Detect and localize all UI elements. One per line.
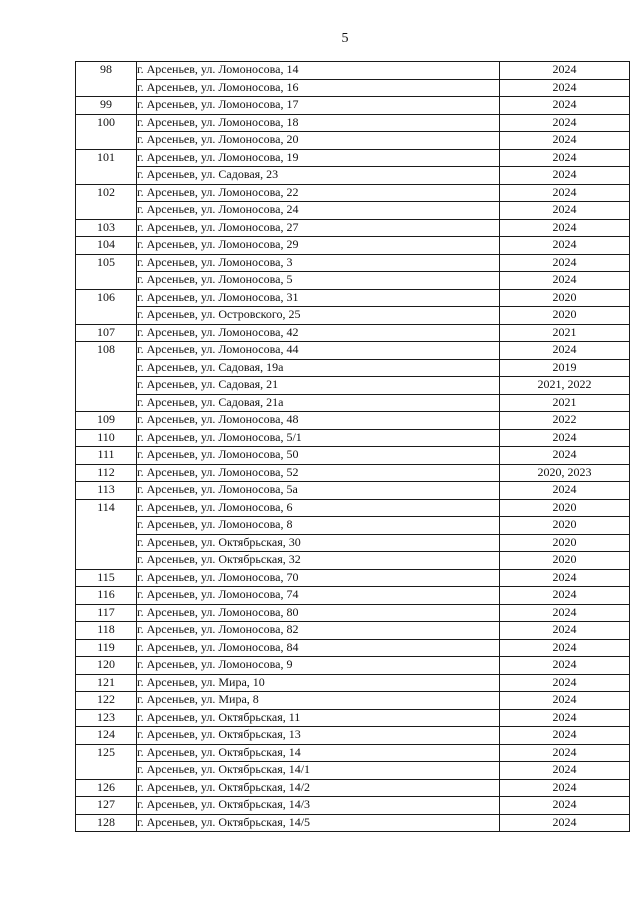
address-cell: г. Арсеньев, ул. Ломоносова, 70 [137,569,500,587]
address-cell: г. Арсеньев, ул. Октябрьская, 11 [137,709,500,727]
table-row [76,534,630,552]
table-row [76,552,630,570]
address-cell: г. Арсеньев, ул. Ломоносова, 80 [137,604,500,622]
year-cell: 2024 [500,569,630,587]
table-row [76,114,630,132]
table-row [76,464,630,482]
address-cell: г. Арсеньев, ул. Садовая, 23 [137,167,500,185]
address-cell: г. Арсеньев, ул. Ломоносова, 44 [137,342,500,360]
address-cell: г. Арсеньев, ул. Октябрьская, 32 [137,552,500,570]
row-number-cell: 122 [76,692,137,710]
row-number-cell: 104 [76,237,137,255]
table-row [76,237,630,255]
year-cell: 2022 [500,412,630,430]
year-cell: 2024 [500,727,630,745]
table-row [76,517,630,535]
year-cell: 2020 [500,499,630,517]
row-number-cell: 119 [76,639,137,657]
table-row [76,254,630,272]
address-cell: г. Арсеньев, ул. Ломоносова, 74 [137,587,500,605]
year-cell: 2024 [500,709,630,727]
year-cell: 2024 [500,202,630,220]
table-row [76,62,630,80]
row-number-cell: 123 [76,709,137,727]
year-cell: 2024 [500,587,630,605]
year-cell: 2020 [500,307,630,325]
row-number-cell: 105 [76,254,137,289]
year-cell: 2024 [500,167,630,185]
year-cell: 2024 [500,79,630,97]
table-row [76,149,630,167]
year-cell: 2020, 2023 [500,464,630,482]
address-cell: г. Арсеньев, ул. Ломоносова, 19 [137,149,500,167]
table-row [76,622,630,640]
table-row [76,674,630,692]
year-cell: 2024 [500,744,630,762]
year-cell: 2024 [500,149,630,167]
year-cell: 2024 [500,482,630,500]
year-cell: 2024 [500,692,630,710]
address-cell: г. Арсеньев, ул. Ломоносова, 31 [137,289,500,307]
address-cell: г. Арсеньев, ул. Ломоносова, 24 [137,202,500,220]
address-cell: г. Арсеньев, ул. Садовая, 21а [137,394,500,412]
row-number-cell: 108 [76,342,137,412]
table-body [76,62,630,832]
row-number-cell: 102 [76,184,137,219]
address-year-table [75,61,630,832]
table-row [76,289,630,307]
address-cell: г. Арсеньев, ул. Ломоносова, 14 [137,62,500,80]
year-cell: 2024 [500,132,630,150]
address-cell: г. Арсеньев, ул. Ломоносова, 6 [137,499,500,517]
row-number-cell: 115 [76,569,137,587]
address-cell: г. Арсеньев, ул. Ломоносова, 18 [137,114,500,132]
address-cell: г. Арсеньев, ул. Садовая, 19а [137,359,500,377]
year-cell: 2024 [500,447,630,465]
year-cell: 2024 [500,254,630,272]
row-number-cell: 118 [76,622,137,640]
row-number-cell: 110 [76,429,137,447]
table-row [76,377,630,395]
row-number-cell: 101 [76,149,137,184]
row-number-cell: 112 [76,464,137,482]
address-cell: г. Арсеньев, ул. Октябрьская, 14/2 [137,779,500,797]
table-row [76,359,630,377]
address-cell: г. Арсеньев, ул. Октябрьская, 30 [137,534,500,552]
address-cell: г. Арсеньев, ул. Островского, 25 [137,307,500,325]
table-row [76,709,630,727]
address-cell: г. Арсеньев, ул. Ломоносова, 52 [137,464,500,482]
address-cell: г. Арсеньев, ул. Ломоносова, 8 [137,517,500,535]
address-cell: г. Арсеньев, ул. Ломоносова, 5/1 [137,429,500,447]
row-number-cell: 124 [76,727,137,745]
table-row [76,604,630,622]
year-cell: 2024 [500,674,630,692]
address-cell: г. Арсеньев, ул. Ломоносова, 84 [137,639,500,657]
year-cell: 2024 [500,219,630,237]
year-cell: 2024 [500,272,630,290]
row-number-cell: 106 [76,289,137,324]
table-row [76,447,630,465]
table-row [76,324,630,342]
address-cell: г. Арсеньев, ул. Октябрьская, 14/3 [137,797,500,815]
address-cell: г. Арсеньев, ул. Ломоносова, 82 [137,622,500,640]
address-cell: г. Арсеньев, ул. Мира, 8 [137,692,500,710]
year-cell: 2020 [500,534,630,552]
year-cell: 2024 [500,604,630,622]
address-cell: г. Арсеньев, ул. Октябрьская, 14/5 [137,814,500,832]
address-cell: г. Арсеньев, ул. Мира, 10 [137,674,500,692]
table-row [76,272,630,290]
table-row [76,692,630,710]
row-number-cell: 117 [76,604,137,622]
address-cell: г. Арсеньев, ул. Ломоносова, 17 [137,97,500,115]
year-cell: 2024 [500,622,630,640]
row-number-cell: 121 [76,674,137,692]
row-number-cell: 120 [76,657,137,675]
year-cell: 2024 [500,762,630,780]
address-cell: г. Арсеньев, ул. Ломоносова, 9 [137,657,500,675]
address-cell: г. Арсеньев, ул. Ломоносова, 22 [137,184,500,202]
address-cell: г. Арсеньев, ул. Октябрьская, 14 [137,744,500,762]
table-row [76,499,630,517]
row-number-cell: 100 [76,114,137,149]
row-number-cell: 114 [76,499,137,569]
table-row [76,167,630,185]
row-number-cell: 103 [76,219,137,237]
table-row [76,219,630,237]
year-cell: 2024 [500,184,630,202]
address-cell: г. Арсеньев, ул. Ломоносова, 16 [137,79,500,97]
row-number-cell: 109 [76,412,137,430]
year-cell: 2024 [500,657,630,675]
table-row [76,412,630,430]
year-cell: 2019 [500,359,630,377]
address-cell: г. Арсеньев, ул. Садовая, 21 [137,377,500,395]
year-cell: 2024 [500,429,630,447]
year-cell: 2024 [500,342,630,360]
table-row [76,342,630,360]
table-row [76,814,630,832]
address-cell: г. Арсеньев, ул. Ломоносова, 3 [137,254,500,272]
year-cell: 2024 [500,114,630,132]
year-cell: 2024 [500,97,630,115]
row-number-cell: 116 [76,587,137,605]
table-row [76,797,630,815]
page-number: 5 [341,31,349,46]
table-row [76,744,630,762]
year-cell: 2020 [500,552,630,570]
table-row [76,184,630,202]
table-row [76,779,630,797]
address-cell: г. Арсеньев, ул. Ломоносова, 27 [137,219,500,237]
row-number-cell: 99 [76,97,137,115]
row-number-cell: 127 [76,797,137,815]
table-row [76,587,630,605]
year-cell: 2024 [500,62,630,80]
address-cell: г. Арсеньев, ул. Октябрьская, 14/1 [137,762,500,780]
table-row [76,97,630,115]
row-number-cell: 125 [76,744,137,779]
row-number-cell: 113 [76,482,137,500]
address-cell: г. Арсеньев, ул. Ломоносова, 48 [137,412,500,430]
year-cell: 2024 [500,797,630,815]
address-cell: г. Арсеньев, ул. Ломоносова, 50 [137,447,500,465]
row-number-cell: 107 [76,324,137,342]
row-number-cell: 128 [76,814,137,832]
table-row [76,394,630,412]
table-row [76,307,630,325]
year-cell: 2021 [500,324,630,342]
year-cell: 2024 [500,639,630,657]
table-row [76,482,630,500]
table-row [76,132,630,150]
table-row [76,657,630,675]
address-cell: г. Арсеньев, ул. Ломоносова, 5а [137,482,500,500]
address-cell: г. Арсеньев, ул. Ломоносова, 20 [137,132,500,150]
row-number-cell: 126 [76,779,137,797]
address-cell: г. Арсеньев, ул. Ломоносова, 42 [137,324,500,342]
year-cell: 2020 [500,517,630,535]
table-row [76,429,630,447]
year-cell: 2021, 2022 [500,377,630,395]
address-cell: г. Арсеньев, ул. Ломоносова, 29 [137,237,500,255]
year-cell: 2024 [500,237,630,255]
address-cell: г. Арсеньев, ул. Октябрьская, 13 [137,727,500,745]
table-row [76,202,630,220]
year-cell: 2020 [500,289,630,307]
table-row [76,727,630,745]
address-cell: г. Арсеньев, ул. Ломоносова, 5 [137,272,500,290]
year-cell: 2024 [500,779,630,797]
table-row [76,79,630,97]
year-cell: 2021 [500,394,630,412]
table-row [76,762,630,780]
year-cell: 2024 [500,814,630,832]
table-row [76,639,630,657]
row-number-cell: 111 [76,447,137,465]
row-number-cell: 98 [76,62,137,97]
table-row [76,569,630,587]
